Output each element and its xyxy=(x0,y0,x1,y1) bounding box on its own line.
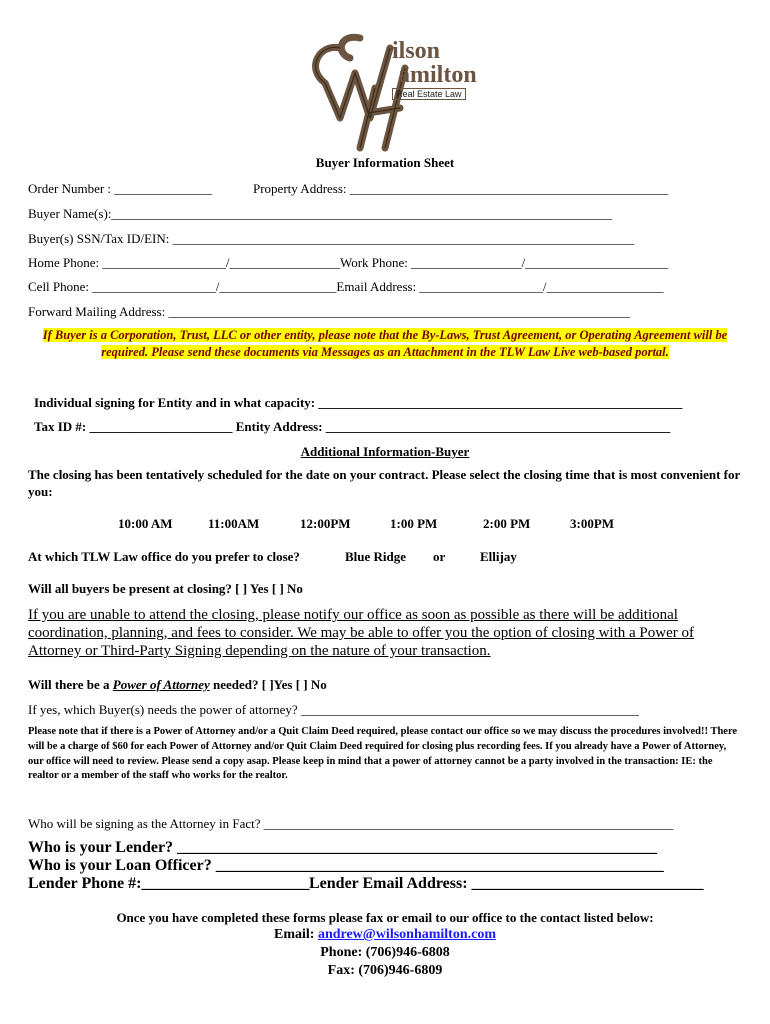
buyer-names-field[interactable]: Buyer Name(s):_____________________________________________________________________________ xyxy=(28,206,612,221)
closing-time-option[interactable]: 1:00 PM xyxy=(390,516,438,531)
logo-line1: ilson xyxy=(392,38,441,64)
poa-question-prefix: Will there be a xyxy=(28,677,113,692)
additional-info-heading: Additional Information-Buyer xyxy=(300,444,470,459)
poa-note: Please note that if there is a Power of Attorney and/or a Quit Claim Deed required, please contact our office so we may discuss the procedures involved!! There will be a charge of $60 for each Power of Attorney and/or Quit Claim Deed required for closing plus recording fees. If you already have a Power of Attorney, our office will need to review. Please send a copy asap. Please keep in mind that a power of attorney cannot be a party involved in the transaction: IE: the realtor or a member of the staff who works for the realtor. xyxy=(28,726,738,782)
contact-intro: Once you have completed these forms please fax or email to our office to the contact listed below: xyxy=(116,910,654,925)
office-option-separator: or xyxy=(433,549,446,564)
home-work-phone-field[interactable]: Home Phone: ___________________/_________________Work Phone: _________________/______________________ xyxy=(28,255,669,270)
page-title: Buyer Information Sheet xyxy=(315,155,455,170)
entity-notice-text: If Buyer is a Corporation, Trust, LLC or other entity, please note that the By-Laws, Trust Agreement, or Operating Agreement will be required. Please send these documents via Messages as an Attachment in the TLW Law Live web-based portal. xyxy=(42,328,728,359)
closing-time-option[interactable]: 2:00 PM xyxy=(483,516,531,531)
company-logo xyxy=(300,28,480,158)
lender-email-field[interactable]: Lender Email Address: _____________________________ xyxy=(309,875,704,892)
closing-prompt: The closing has been tentatively scheduled for the date on your contract. Please select the closing time that is most convenient for you: xyxy=(28,467,741,499)
buyer-ssn-field[interactable]: Buyer(s) SSN/Tax ID/EIN: _______________________________________________________________________ xyxy=(28,231,635,246)
unable-attend-notice: If you are unable to attend the closing, please notify our office as soon as possible as there will be additional coordination, planning, and fees to consider. We may be able to offer you the option of closing with a Power of Attorney or Third-Party Signing depending on the nature of your transaction. xyxy=(28,607,694,659)
contact-phone: Phone: (706)946-6808 xyxy=(320,945,450,960)
contact-email-link[interactable]: andrew@wilsonhamilton.com xyxy=(317,927,496,942)
closing-time-option[interactable]: 12:00PM xyxy=(300,516,351,531)
contact-email-label: Email: xyxy=(273,927,318,942)
office-option-ellijay[interactable]: Ellijay xyxy=(480,549,517,564)
poa-question-suffix: needed? [ ]Yes [ ] No xyxy=(209,677,327,692)
logo-line2: amilton xyxy=(398,62,477,88)
loan-officer-field[interactable]: Who is your Loan Officer? ________________________________________________________ xyxy=(28,857,664,874)
contact-fax: Fax: (706)946-6809 xyxy=(327,963,443,978)
logo-tagline: Real Estate Law xyxy=(392,88,466,100)
property-address-field[interactable]: Property Address: _________________________________________________ xyxy=(253,181,669,196)
office-question: At which TLW Law office do you prefer to close? xyxy=(28,549,300,564)
poa-which-buyer-field[interactable]: If yes, which Buyer(s) needs the power of attorney? ____________________________________________________ xyxy=(28,702,639,717)
poa-question-link: Power of Attorney xyxy=(112,677,210,692)
attorney-in-fact-field[interactable]: Who will be signing as the Attorney in Fact? _______________________________________________________________ xyxy=(28,816,674,831)
individual-signing-field[interactable]: Individual signing for Entity and in what capacity: ________________________________________________________ xyxy=(34,395,683,410)
buyers-present-question[interactable]: Will all buyers be present at closing? [ ] Yes [ ] No xyxy=(28,581,303,596)
lender-phone-field[interactable]: Lender Phone #:_____________________ xyxy=(28,875,310,892)
contact-email-line xyxy=(0,927,770,943)
tax-id-entity-field[interactable]: Tax ID #: ______________________ Entity Address: _____________________________________________________ xyxy=(34,419,671,434)
closing-time-option[interactable]: 11:00AM xyxy=(208,516,260,531)
cell-email-field[interactable]: Cell Phone: ___________________/__________________Email Address: ___________________/__________________ xyxy=(28,279,664,294)
order-number-field[interactable]: Order Number : _______________ xyxy=(28,181,212,196)
poa-question[interactable] xyxy=(28,677,327,693)
closing-time-option[interactable]: 10:00 AM xyxy=(118,516,173,531)
lender-field[interactable]: Who is your Lender? ____________________________________________________________ xyxy=(28,839,658,856)
closing-time-option[interactable]: 3:00PM xyxy=(570,516,615,531)
forward-mailing-field[interactable]: Forward Mailing Address: _______________________________________________________________________ xyxy=(28,304,630,319)
entity-notice xyxy=(28,327,742,361)
office-option-blue-ridge[interactable]: Blue Ridge xyxy=(345,549,407,564)
